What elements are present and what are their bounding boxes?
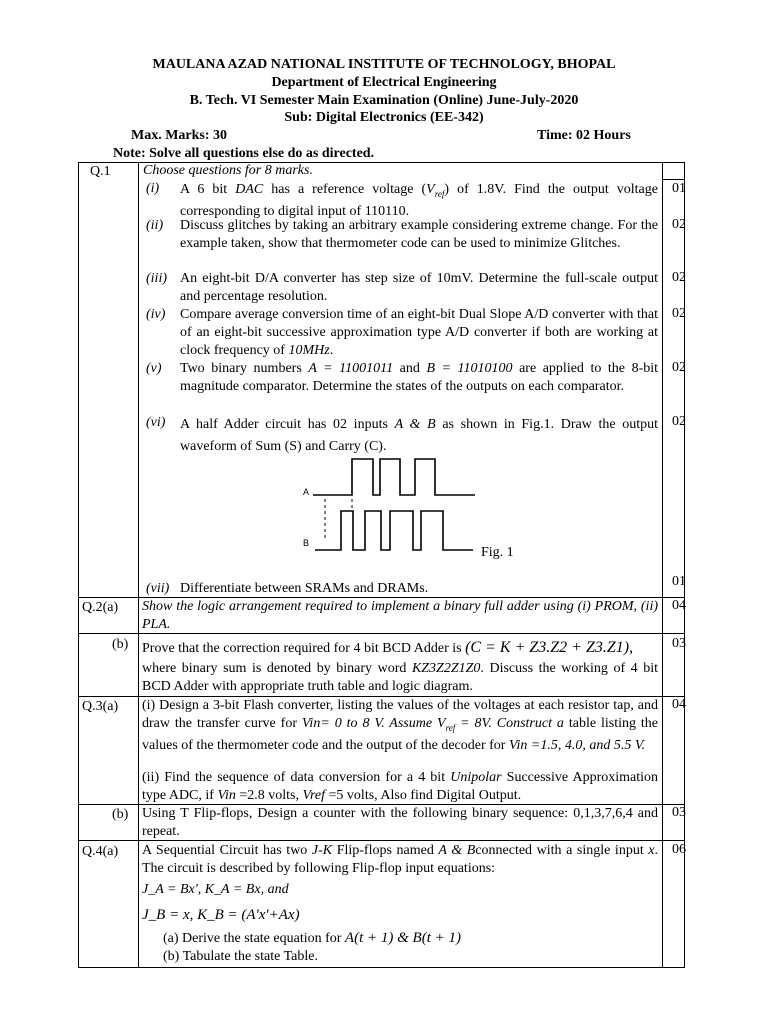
marks: 02 [672, 306, 686, 321]
max-marks: Max. Marks: 30 [131, 128, 228, 143]
q1-part-iii-text: An eight-bit D/A converter has step size of 10mV. Determine the full-scale output and percentage resolution. [180, 271, 658, 304]
marks: 02 [672, 360, 686, 375]
time-allowed: Time: 02 Hours [537, 128, 631, 143]
marks: 02 [672, 217, 686, 232]
part-label: (vi) [146, 415, 166, 430]
question-number-q1: Q.1 [90, 164, 111, 179]
department: Department of Electrical Engineering [271, 75, 497, 90]
column-divider-marks [662, 162, 663, 968]
marks: 02 [672, 414, 686, 429]
waveform-label-b: B [303, 538, 310, 548]
q4a-sub-b: (b) Tabulate the state Table. [163, 949, 318, 964]
q1-part-v-text: Two binary numbers A = 11001011 and B = 11010100 are applied to the 8-bit magnitude comparator. Determine the states of the outputs on each comparator. [180, 361, 659, 394]
marks: 04 [672, 598, 686, 613]
marks: 02 [672, 270, 686, 285]
q4a-intro: A Sequential Circuit has two J-K Flip-flops named A & Bconnected with a single input x. The circuit is described by following Flip-flop input equations: [142, 843, 659, 876]
q3b-text: Using T Flip-flops, Design a counter with the following binary sequence: 0,1,3,7,6,4 and repeat. [142, 806, 658, 839]
question-number-q3b: (b) [112, 807, 129, 822]
q1-part-vii-text: Differentiate between SRAMs and DRAMs. [180, 581, 429, 596]
q2a-text: Show the logic arrangement required to implement a binary full adder using (i) PROM, (ii) PLA. [142, 599, 658, 632]
q1-part-i-text: A 6 bit DAC has a reference voltage $(V_{ref})$ of 1.8V. Find the output voltage corresponding to digital input of 110110. [180, 182, 658, 219]
question-number-q2b: (b) [112, 637, 129, 652]
column-divider-question [138, 162, 139, 968]
part-label: (v) [146, 361, 162, 376]
q2b-text-line1: Prove that the correction required for 4 bit BCD Adder is (C = K + Z3.Z2 + Z3.Z1), [142, 639, 634, 656]
waveform-label-a: A [303, 487, 310, 497]
q1-instruction: Choose questions for 8 marks. [143, 163, 313, 178]
instructions-note: Note: Solve all questions else do as directed. [113, 146, 375, 161]
q4a-sub-a: (a) Derive the state equation for A(t + 1) & B(t + 1) [163, 930, 461, 946]
q3a-part-i-text: (i) Design a 3-bit Flash converter, listing the values of the voltages at each resistor tap, and draw the transfer curve for Vin= 0 to 8 V. Assume $V_{ref} = 8V$. Construct a table listing the values of the thermometer code and the output of the decoder for Vin =1.5, 4.0, and 5.5 V. [142, 698, 659, 753]
waveform-b [315, 511, 473, 550]
equation-1: J_A = Bx', K_A = Bx, and [142, 882, 289, 897]
subject: Sub: Digital Electronics (EE-342) [284, 110, 484, 125]
exam-title: B. Tech. VI Semester Main Examination (Online) June-July-2020 [189, 93, 579, 108]
marks: 03 [672, 805, 686, 820]
waveform-figure [295, 455, 485, 555]
question-number-q2a: Q.2(a) [82, 600, 119, 615]
q1-part-ii-text: Discuss glitches by taking an arbitrary example considering extreme change. For the example taken, show that thermometer code can be used to minimize Glitches. [180, 218, 658, 251]
equation-2: J_B = x, K_B = (A'x'+Ax) [142, 907, 300, 923]
question-number-q3a: Q.3(a) [82, 699, 119, 714]
question-number-q4a: Q.4(a) [82, 844, 119, 859]
waveform-a [313, 459, 475, 495]
figure-caption: Fig. 1 [481, 545, 514, 560]
part-label: (vii) [146, 581, 170, 596]
marks: 06 [672, 842, 686, 857]
q2b-text-line2: where binary sum is denoted by binary word KZ3Z2Z1Z0. Discuss the working of 4 bit BCD Adder with appropriate truth table and logic diagram. [142, 661, 659, 694]
marks: 03 [672, 636, 686, 651]
marks: 04 [672, 697, 686, 712]
marks: 01 [672, 181, 686, 196]
marks: 01 [672, 574, 686, 589]
part-label: (iii) [146, 271, 167, 286]
marks-header-divider [662, 179, 685, 180]
q1-part-iv-text: Compare average conversion time of an eight-bit Dual Slope A/D converter with that of an eight-bit successive approximation type A/D converter if both are working at clock frequency of 10MHz. [180, 307, 658, 358]
institute-name: MAULANA AZAD NATIONAL INSTITUTE OF TECHNOLOGY, BHOPAL [152, 57, 616, 72]
part-label: (iv) [146, 307, 166, 322]
q3a-part-ii-text: (ii) Find the sequence of data conversion for a 4 bit Unipolar Successive Approximation type ADC, if Vin =2.8 volts, Vref =5 volts, Also find Digital Output. [142, 770, 658, 803]
q1-part-vi-text: A half Adder circuit has 02 inputs A & B as shown in Fig.1. Draw the output waveform of Sum (S) and Carry (C). [180, 417, 659, 454]
part-label: (ii) [146, 218, 164, 233]
part-label: (i) [146, 181, 160, 196]
